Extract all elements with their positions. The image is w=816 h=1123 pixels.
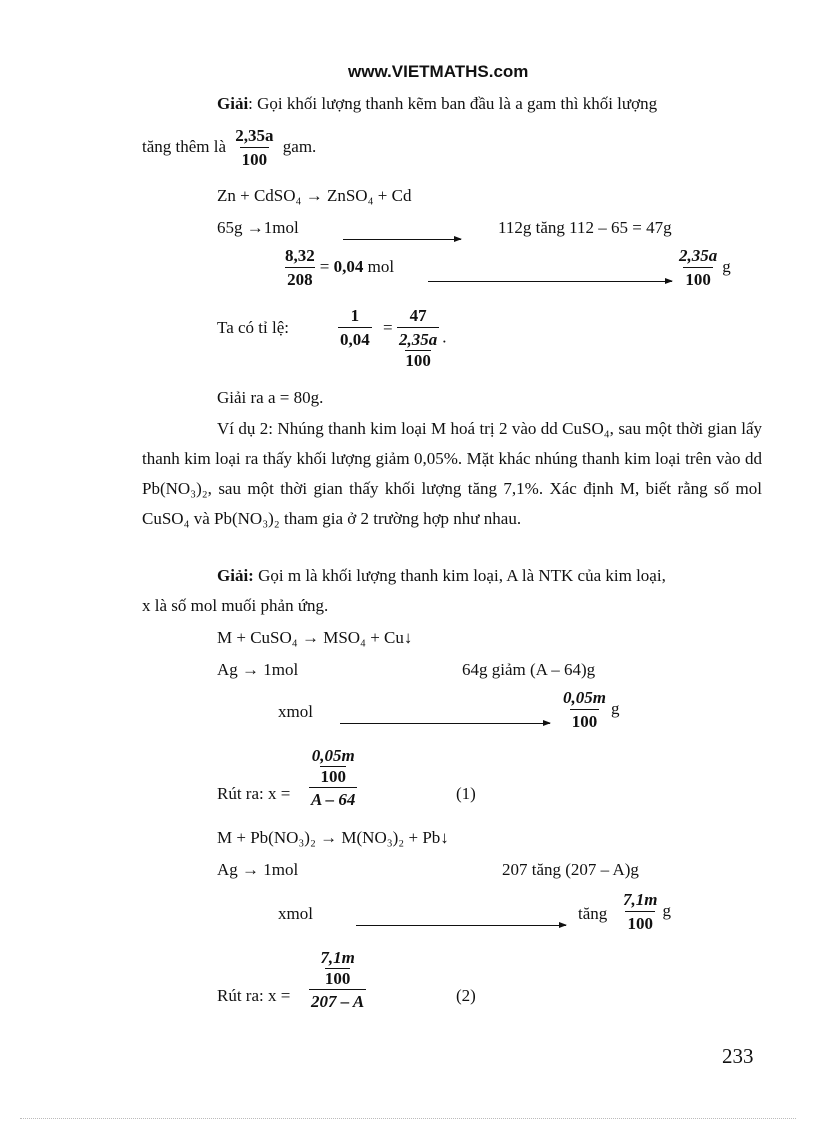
- fraction-denominator: 100: [625, 911, 655, 934]
- r2-left: Ag → 1mol: [217, 860, 299, 879]
- solution1-line2-prefix: tăng thêm là: [142, 136, 227, 156]
- r1-arrow: [340, 712, 550, 732]
- fraction-ratio-left: [338, 306, 372, 350]
- r1-xmol: xmol: [278, 702, 313, 721]
- eq2-mid: 100: [324, 969, 351, 988]
- moles-value: 0,04: [333, 256, 364, 276]
- fraction-denominator: 100: [683, 267, 713, 290]
- solution2-label: Giải:: [217, 566, 254, 585]
- r1-left: Ag → 1mol: [217, 660, 299, 679]
- r2-result: [618, 890, 671, 934]
- reaction-cuso4: M + CuSO₄ → MSO₄ + Cu↓: [217, 628, 413, 647]
- r2-xmol: xmol: [278, 904, 313, 923]
- fraction-numerator: 0,05m: [563, 688, 606, 707]
- complex-fraction-1: [309, 746, 357, 810]
- eq1-bottom: A – 64: [309, 787, 357, 810]
- eq2-tag: (2): [456, 986, 476, 1005]
- reaction-zn: Zn + CdSO₄ → ZnSO₄ + Cd: [217, 186, 412, 205]
- fraction-numerator: 2,35a: [679, 246, 718, 265]
- fraction-denominator: 100: [240, 147, 270, 170]
- eq1-label: Rút ra: x =: [217, 784, 291, 803]
- row2-arrow: [428, 270, 672, 290]
- fraction-mass-gain: [621, 890, 659, 934]
- nested-denominator: 100: [405, 351, 431, 370]
- r2-tang: tăng: [578, 904, 608, 923]
- eq2-upper: [320, 948, 354, 989]
- unit-g: g: [722, 256, 731, 276]
- fraction-mass-increase: [677, 246, 719, 290]
- row1-right: 112g tăng 112 – 65 = 47g: [498, 218, 672, 237]
- reaction-pbno3: M + Pb(NO₃)₂ → M(NO₃)₂ + Pb↓: [217, 828, 449, 847]
- ratio-label: Ta có tỉ lệ:: [217, 318, 289, 337]
- solution1-result: Giải ra a = 80g.: [217, 388, 324, 407]
- unit-g: g: [610, 698, 620, 718]
- nested-fraction: [397, 327, 439, 371]
- fraction-denominator: 100: [570, 709, 600, 732]
- unit-g: g: [662, 900, 671, 920]
- eq1-top: 0,05m: [311, 746, 355, 765]
- solution2-intro: [217, 566, 666, 586]
- nested-numerator: 2,35a: [399, 330, 438, 349]
- footer-divider: [20, 1118, 796, 1119]
- solution1-line2-suffix: gam.: [282, 136, 317, 156]
- fraction-ratio-right: [397, 306, 439, 371]
- fraction-increase: [233, 126, 275, 170]
- solution2-intro-text: Gọi m là khối lượng thanh kim loại, A là NTK của kim loại,: [258, 566, 666, 585]
- fraction-moles: [283, 246, 317, 290]
- solution1-line1: [217, 94, 657, 114]
- row2-left: [280, 246, 394, 290]
- equals: =: [319, 256, 330, 276]
- ratio-equals: =: [383, 318, 393, 337]
- fraction-denominator: 208: [285, 267, 315, 290]
- eq1-mid: 100: [320, 767, 346, 786]
- fraction-numerator: 47: [409, 306, 427, 325]
- row1-arrow: [343, 228, 461, 248]
- r1-result: [558, 688, 619, 732]
- r2-right: 207 tăng (207 – A)g: [502, 860, 639, 879]
- fraction-mass-decrease: [561, 688, 608, 732]
- page-number: 233: [722, 1044, 754, 1068]
- fraction-denominator: 0,04: [338, 327, 372, 350]
- eq1-upper: [312, 746, 355, 787]
- fraction-numerator: 8,32: [285, 246, 315, 265]
- eq1-tag: (1): [456, 784, 476, 803]
- eq1-fraction: [306, 746, 360, 810]
- solution2-intro-line2: x là số mol muối phản ứng.: [142, 596, 329, 615]
- moles-unit: mol: [367, 256, 395, 276]
- example2-text: Ví dụ 2: Nhúng thanh kim loại M hoá trị 2 vào dd CuSO₄, sau một thời gian lấy thanh kim loại ra thấy khối lượng giảm 0,05%. Mặt khác nhúng thanh kim loại trên vào dd Pb(NO₃)₂, sau một thời gian thấy khối lượng tăng 7,1%. Xác định M, biết rằng số mol CuSO₄ và Pb(NO₃)₂ tham gia ở 2 trường hợp như nhau.: [142, 419, 762, 528]
- fraction-numerator: 2,35a: [235, 126, 274, 145]
- page-header-site: www.VIETMATHS.com: [348, 62, 529, 81]
- eq2-top: 7,1m: [320, 948, 355, 967]
- eq2-bottom: 207 – A: [309, 989, 366, 1012]
- solution1-label: Giải: [217, 94, 249, 113]
- solution1-line2: [142, 126, 316, 170]
- ratio-equation: [335, 306, 375, 350]
- row1-left: 65g →1mol: [217, 218, 299, 237]
- r2-arrow: [356, 914, 566, 934]
- eq2-fraction: [306, 948, 369, 1012]
- solution1-line1-text: : Gọi khối lượng thanh kẽm ban đầu là a gam thì khối lượng: [248, 94, 658, 113]
- row2-right: [674, 246, 731, 290]
- r1-right: 64g giảm (A – 64)g: [462, 660, 596, 679]
- complex-fraction-2: [309, 948, 366, 1012]
- eq2-label: Rút ra: x =: [217, 986, 291, 1005]
- ratio-right: $\frac{47}{\frac{2,35a}{100}}$ .: [399, 306, 447, 370]
- fraction-numerator: 1: [350, 306, 360, 325]
- fraction-numerator: 7,1m: [623, 890, 658, 909]
